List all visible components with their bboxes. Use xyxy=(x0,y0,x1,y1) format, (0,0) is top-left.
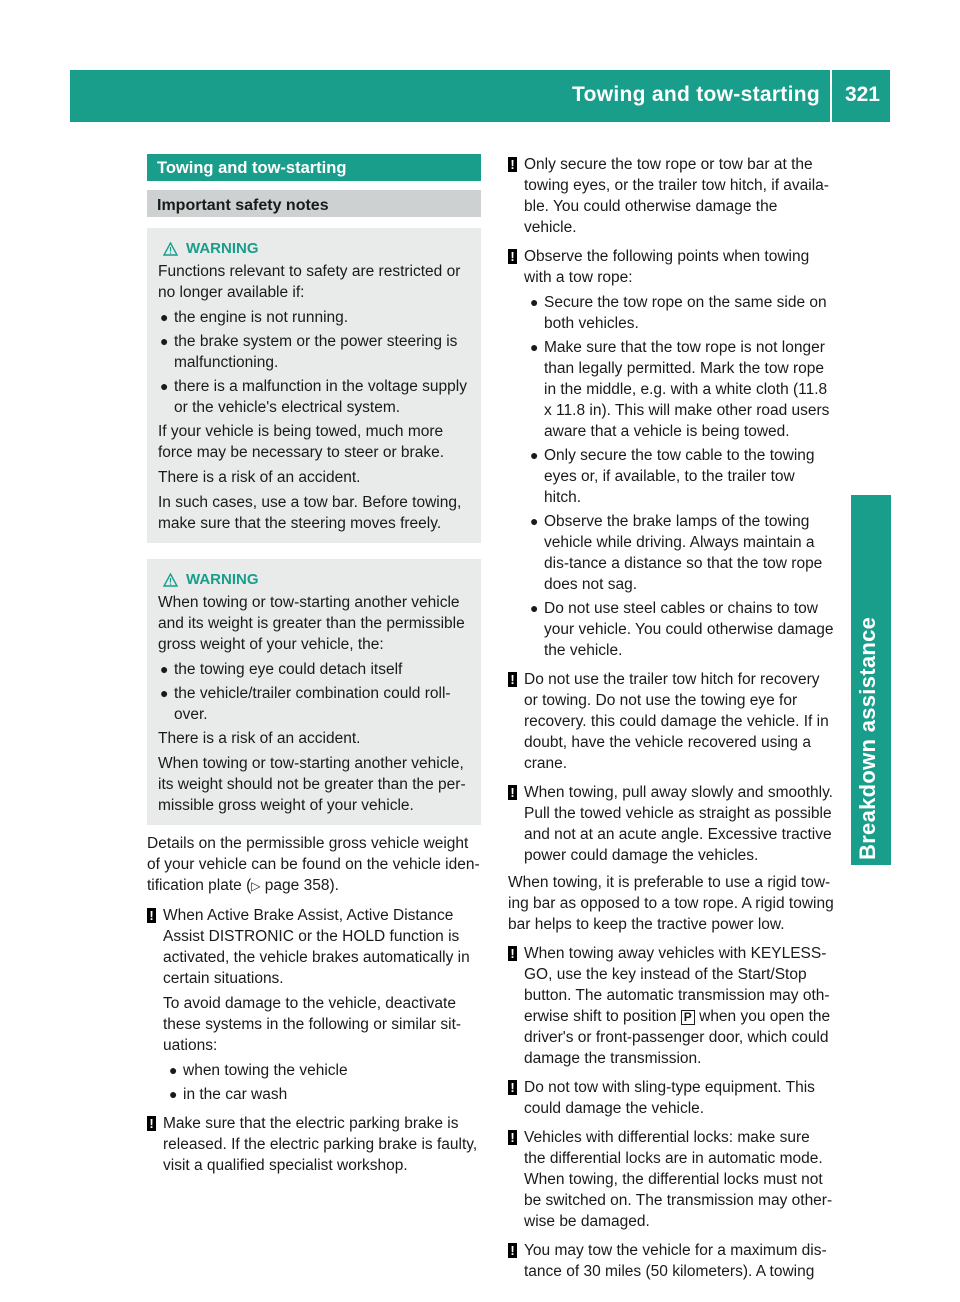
warning-heading xyxy=(158,238,472,259)
list-item: ● Make sure that the tow rope is not longer than legally permitted. Mark the tow rope in the middle, e.g. with a white cloth (11.8 x 11.8 in). This will make other road users aware that a vehicle is being towed. xyxy=(530,339,830,440)
exclamation-icon: ! xyxy=(508,946,517,961)
page-number: 321 xyxy=(844,83,880,106)
exclamation-icon: ! xyxy=(508,249,517,264)
exclamation-icon: ! xyxy=(508,785,517,800)
page-reference-link[interactable]: page 358). xyxy=(260,877,339,894)
warning-text: When towing or tow-starting another vehicle, its weight should not be greater than the per-missible gross weight of your vehicle. xyxy=(158,755,466,814)
list-item: ● the towing eye could detach itself xyxy=(160,661,403,678)
details-paragraph: Details on the permissible gross vehicle weight of your vehicle can be found on the vehicle iden-tification plate (▷ page 358). xyxy=(147,835,480,894)
list-item: ● Observe the brake lamps of the towing vehicle while driving. Always maintain a dis-tance a distance so that the tow rope does not sag. xyxy=(530,513,823,593)
list-item: ● there is a malfunction in the voltage supply or the vehicle's electrical system. xyxy=(160,378,467,416)
warning-text: When towing or tow-starting another vehicle and its weight is greater than the permissible gross weight of your vehicle, the: xyxy=(158,594,465,653)
list-item: ● in the car wash xyxy=(169,1086,288,1103)
list-item: ● Do not use steel cables or chains to tow your vehicle. You could otherwise damage the vehicle. xyxy=(530,600,834,659)
caution-note: ! Vehicles with differential locks: make sure the differential locks are in automatic mode. When towing, the differential locks must not be switched on. The transmission may other-wise be damaged. xyxy=(508,1127,834,1232)
page-header xyxy=(70,70,890,122)
exclamation-icon: ! xyxy=(508,1243,517,1258)
section-title: Towing and tow-starting xyxy=(147,154,481,181)
exclamation-icon: ! xyxy=(508,1130,517,1145)
warning-heading xyxy=(158,569,472,590)
chapter-label: Breakdown assistance xyxy=(855,616,880,860)
list-item: ● the engine is not running. xyxy=(160,309,349,326)
exclamation-icon: ! xyxy=(508,1080,517,1095)
warning-text: There is a risk of an accident. xyxy=(158,730,361,747)
caution-note: ! When Active Brake Assist, Active Distance Assist DISTRONIC or the HOLD function is activated, the vehicle brakes automatically in certain situations. To avoid damage to the vehicle, deactivate these systems in the following or similar sit-uations: ● when towing the vehicle ● in the car wash xyxy=(147,905,481,1105)
exclamation-icon: ! xyxy=(147,908,156,923)
warning-triangle-icon xyxy=(163,242,178,256)
left-column xyxy=(147,154,481,1180)
caution-note: ! Do not use the trailer tow hitch for recovery or towing. Do not use the towing eye for recovery. this could damage the vehicle. If in doubt, have the vehicle recovered using a crane. xyxy=(508,669,834,774)
list-item: ● Only secure the tow cable to the towing eyes or, if available, to the trailer tow hitch. xyxy=(530,447,815,506)
warning-triangle-icon xyxy=(163,573,178,587)
list-item: ● the brake system or the power steering is malfunctioning. xyxy=(160,333,458,371)
header-title: Towing and tow-starting xyxy=(572,83,820,106)
exclamation-icon: ! xyxy=(508,672,517,687)
caution-note: ! Only secure the tow rope or tow bar at the towing eyes, or the trailer tow hitch, if availa-ble. You could otherwise damage the vehicle. xyxy=(508,154,834,238)
caution-note: ! Make sure that the electric parking brake is released. If the electric parking brake is faulty, visit a qualified specialist workshop. xyxy=(147,1113,481,1176)
right-column xyxy=(508,154,834,1286)
warning-text: There is a risk of an accident. xyxy=(158,469,361,486)
exclamation-icon: ! xyxy=(508,157,517,172)
warning-box xyxy=(147,559,481,825)
subsection-title: Important safety notes xyxy=(147,190,481,217)
warning-text: If your vehicle is being towed, much more force may be necessary to steer or brake. xyxy=(158,423,445,461)
caution-note: ! When towing away vehicles with KEYLESS-GO, use the key instead of the Start/Stop button. The automatic transmission may oth-erwise shift to position P when you open the driver's or front-passenger door, which could damage the transmission. xyxy=(508,943,834,1069)
warning-label: WARNING xyxy=(186,240,259,257)
list-item: ● Secure the tow rope on the same side on both vehicles. xyxy=(530,294,827,332)
caution-note: ! You may tow the vehicle for a maximum dis-tance of 30 miles (50 kilometers). A towing xyxy=(508,1240,834,1282)
chapter-side-tab xyxy=(851,495,891,865)
caution-note: ! Observe the following points when towing with a tow rope: ● Secure the tow rope on the same side on both vehicles. ● Make sure that the tow rope is not longer than legally permitted. Mark the tow rope in the middle, e.g. with a white cloth (11.8 x 11.8 in). This will make other road users aware that a vehicle is being towed. ● Only secure the tow cable to the towing eyes or, if available, to the trailer tow hitch. ● Observe the brake lamps of the towing vehicle while driving. Always maintain a dis-tance a distance so that the tow rope does not sag. ● Do not use steel cables or chains to tow your vehicle. You could otherwise damage the vehicle. xyxy=(508,246,834,661)
caution-note: ! When towing, pull away slowly and smoothly. Pull the towed vehicle as straight as possible and not at an acute angle. Excessive tractive power could damage the vehicles. xyxy=(508,782,834,866)
exclamation-icon: ! xyxy=(147,1116,156,1131)
warning-label: WARNING xyxy=(186,571,259,588)
warning-text: In such cases, use a tow bar. Before towing, make sure that the steering moves freely. xyxy=(158,494,462,532)
body-paragraph: When towing, it is preferable to use a rigid tow-ing bar as opposed to a tow rope. A rigid towing bar helps to keep the tractive power low. xyxy=(508,874,834,933)
caution-note: ! Do not tow with sling-type equipment. This could damage the vehicle. xyxy=(508,1077,834,1119)
page-reference-arrow-icon: ▷ xyxy=(251,879,261,893)
list-item: ● when towing the vehicle xyxy=(169,1062,348,1079)
park-position-symbol-icon: P xyxy=(681,1010,695,1025)
header-divider xyxy=(830,70,832,122)
warning-text: Functions relevant to safety are restricted or no longer available if: xyxy=(158,263,461,301)
warning-box xyxy=(147,228,481,543)
list-item: ● the vehicle/trailer combination could roll-over. xyxy=(160,685,451,723)
